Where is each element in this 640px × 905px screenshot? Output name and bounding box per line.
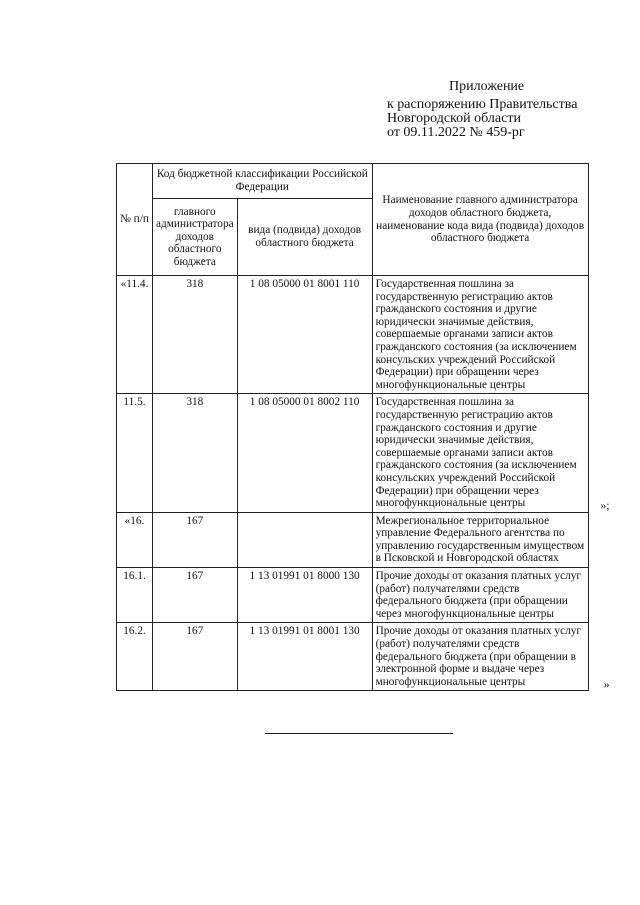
row-number-text: 16.1. bbox=[123, 570, 146, 583]
row-description-text: Государственная пошлина за государственную регистрацию актов гражданского состояния и другие юридически значимые действия, совершаемые органами записи актов гражданского состояния (за исключением консульских учреждений Российской Федерации) при обращении через многофункциональные центры bbox=[375, 396, 577, 510]
row-income-code bbox=[237, 512, 372, 567]
row-administrator-code bbox=[153, 623, 238, 691]
row-number-text: 16.2. bbox=[123, 625, 146, 638]
row-income-code-text: 1 08 05000 01 8002 110 bbox=[249, 396, 360, 409]
column-header-income-code: вида (подвида) доходов областного бюджета bbox=[237, 199, 372, 276]
row-number bbox=[117, 276, 153, 394]
row-income-code bbox=[237, 568, 372, 623]
row-administrator-code-text: 167 bbox=[186, 625, 204, 638]
row-income-code-text: 1 08 05000 01 8001 110 bbox=[249, 278, 360, 290]
appendix-line-2: Новгородской области bbox=[387, 111, 521, 126]
row-income-code bbox=[237, 623, 372, 691]
row-description bbox=[372, 568, 588, 623]
table-header-row bbox=[117, 164, 589, 199]
column-header-description: Наименование главного администратора доходов областного бюджета, наименование кода вида (подвида) доходов областного бюджета bbox=[372, 164, 588, 276]
row-administrator-code-text: 318 bbox=[186, 396, 204, 409]
row-administrator-code bbox=[153, 512, 238, 567]
row-description bbox=[372, 394, 610, 513]
row-number bbox=[117, 512, 153, 567]
row-description bbox=[372, 512, 588, 567]
row-administrator-code-text: 167 bbox=[186, 514, 204, 527]
row-number-text: 11.5. bbox=[123, 396, 146, 409]
row-closing-quote: » bbox=[603, 676, 610, 691]
table-row bbox=[117, 394, 589, 512]
row-closing-quote: »; bbox=[600, 498, 610, 513]
row-number bbox=[117, 568, 153, 623]
row-description-text: Прочие доходы от оказания платных услуг (работ) получателями средств федерального бюджета (при обращении в электронной форме и выдаче через многофункциональные центры bbox=[375, 625, 582, 688]
row-income-code bbox=[237, 276, 372, 394]
row-number-text: «11.4. bbox=[120, 278, 149, 290]
column-header-kbk-group: Код бюджетной классификации Российской Федерации bbox=[153, 164, 373, 199]
row-administrator-code bbox=[153, 394, 238, 512]
row-administrator-code-text: 318 bbox=[186, 278, 204, 290]
table-row bbox=[117, 568, 589, 623]
budget-classification-table bbox=[116, 163, 610, 691]
row-income-code-text: 1 13 01991 01 8000 130 bbox=[249, 570, 360, 583]
appendix-header bbox=[387, 80, 627, 140]
row-income-code bbox=[237, 394, 372, 512]
appendix-title: Приложение bbox=[449, 79, 525, 94]
row-administrator-code bbox=[153, 276, 238, 394]
column-header-number: № п/п bbox=[117, 164, 153, 276]
row-number-text: «16. bbox=[124, 514, 145, 527]
row-administrator-code bbox=[153, 568, 238, 623]
row-description bbox=[372, 276, 588, 394]
appendix-line-3: от 09.11.2022 № 459-рг bbox=[387, 125, 525, 140]
row-administrator-code-text: 167 bbox=[186, 570, 204, 583]
table-row bbox=[117, 512, 589, 567]
row-description-text: Межрегиональное территориальное управление Федерального агентства по управлению государственным имуществом в Псковской и Новгородской областях bbox=[375, 514, 585, 565]
row-description-text: Прочие доходы от оказания платных услуг (работ) получателями средств федерального бюджета (при обращении через многофункциональные центры bbox=[375, 570, 582, 620]
table-row bbox=[117, 623, 589, 691]
row-number bbox=[117, 623, 153, 691]
closing-rule bbox=[265, 733, 453, 734]
row-number bbox=[117, 394, 153, 512]
row-description-text: Государственная пошлина за государственную регистрацию актов гражданского состояния и другие юридически значимые действия, совершаемые органами записи актов гражданского состояния (за исключением консульских учреждений Российской Федерации) при обращении через многофункциональные центры bbox=[375, 278, 577, 391]
table-row bbox=[117, 276, 589, 394]
column-header-administrator: главного администратора доходов областного бюджета bbox=[153, 199, 238, 276]
row-income-code-text: 1 13 01991 01 8001 130 bbox=[249, 625, 360, 638]
appendix-line-1: к распоряжению Правительства bbox=[387, 97, 578, 112]
row-description bbox=[372, 623, 610, 691]
